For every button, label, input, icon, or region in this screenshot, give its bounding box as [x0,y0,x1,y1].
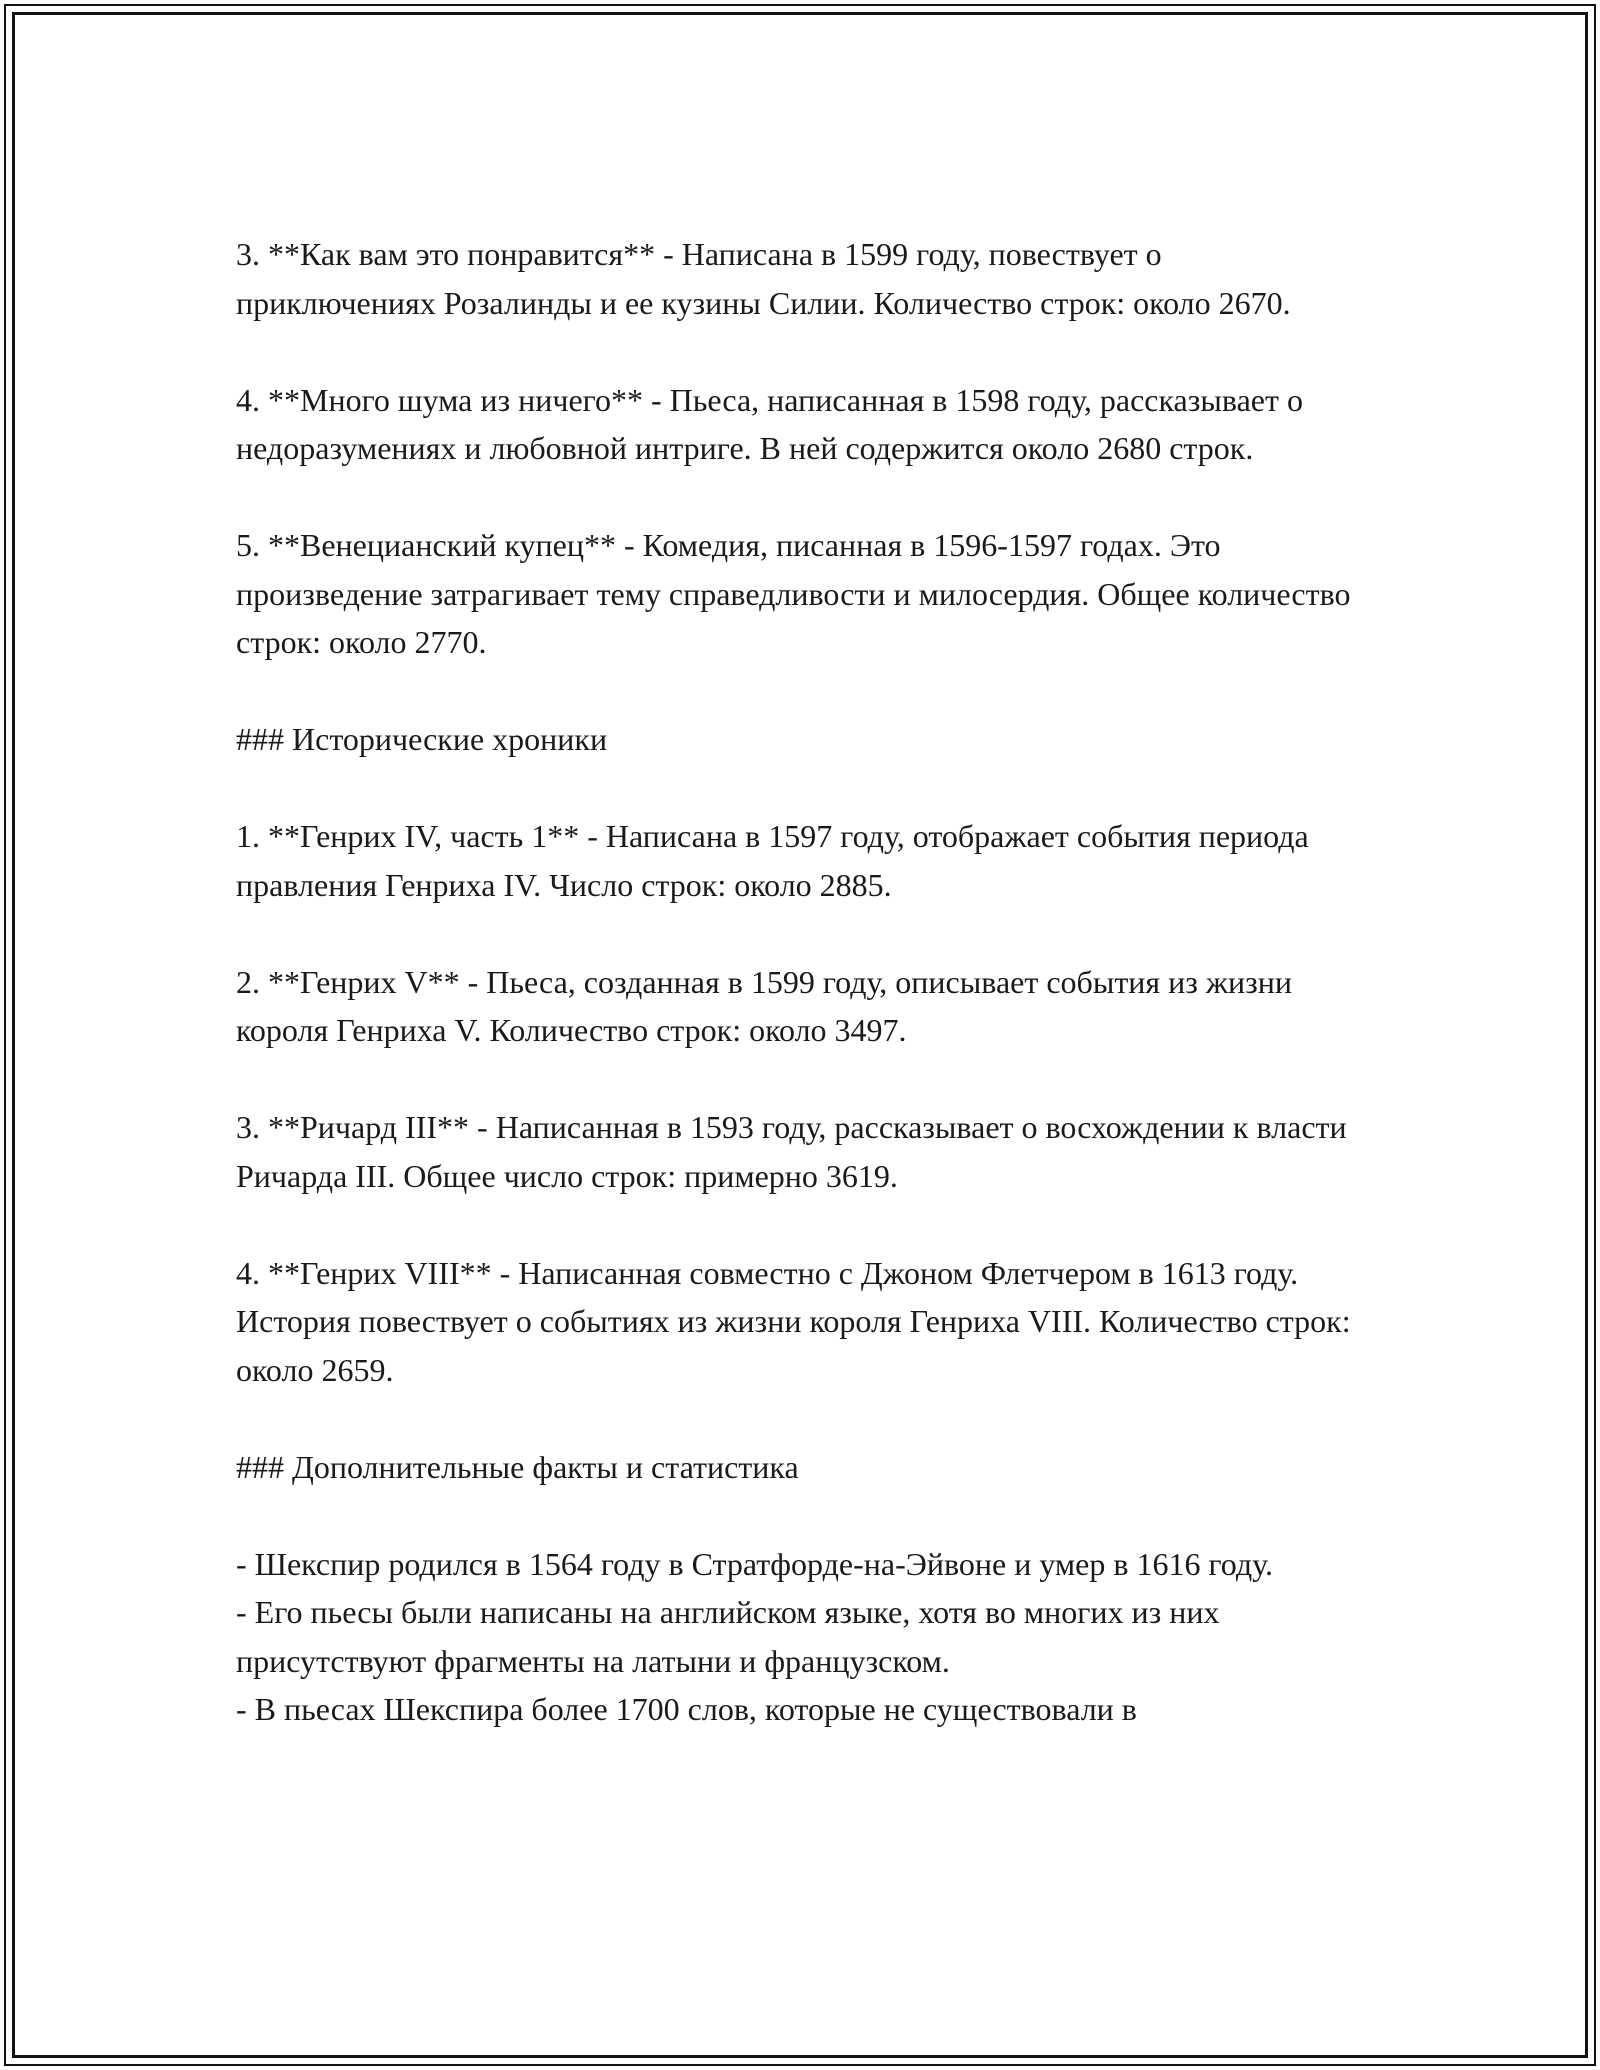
paragraph-henry-viii: 4. **Генрих VIII** - Написанная совместно с Джоном Флетчером в 1613 году. История повествует о событиях из жизни короля Генриха VIII. Количество строк: около 2659. [236,1254,1351,1388]
bullet-new-words: - В пьесах Шекспира более 1700 слов, которые не существовали в [236,1691,1137,1727]
bullet-languages: - Его пьесы были написаны на английском языке, хотя во многих из них присутствуют фрагменты на латыни и французском. [236,1594,1220,1679]
paragraph-merchant-of-venice: 5. **Венецианский купец** - Комедия, писанная в 1596-1597 годах. Это произведение затрагивает тему справедливости и милосердия. Общее количество строк: около 2770. [236,527,1351,660]
paragraph-as-you-like-it: 3. **Как вам это понравится** - Написана в 1599 году, повествует о приключениях Розалинды и ее кузины Силии. Количество строк: около 2670. [236,236,1291,321]
paragraph-much-ado: 4. **Много шума из ничего** - Пьеса, написанная в 1598 году, рассказывает о недоразумениях и любовной интриге. В ней содержится около 2680 строк. [236,381,1303,466]
paragraph-richard-iii: 3. **Ричард III** - Написанная в 1593 году, рассказывает о восхождении к власти Ричарда III. Общее число строк: примерно 3619. [236,1109,1347,1194]
paragraph-henry-iv: 1. **Генрих IV, часть 1** - Написана в 1597 году, отображает события периода правления Генриха IV. Число строк: около 2885. [236,818,1309,903]
paragraph-henry-v: 2. **Генрих V** - Пьеса, созданная в 1599 году, описывает события из жизни короля Генриха V. Количество строк: около 3497. [236,963,1293,1048]
heading-additional-facts: ### Дополнительные факты и статистика [236,1448,799,1485]
document-body [236,230,1366,1734]
heading-historical-chronicles: ### Исторические хроники [236,721,608,757]
bullet-birth-death: - Шекспир родился в 1564 году в Стратфорде-на-Эйвоне и умер в 1616 году. [236,1545,1273,1582]
